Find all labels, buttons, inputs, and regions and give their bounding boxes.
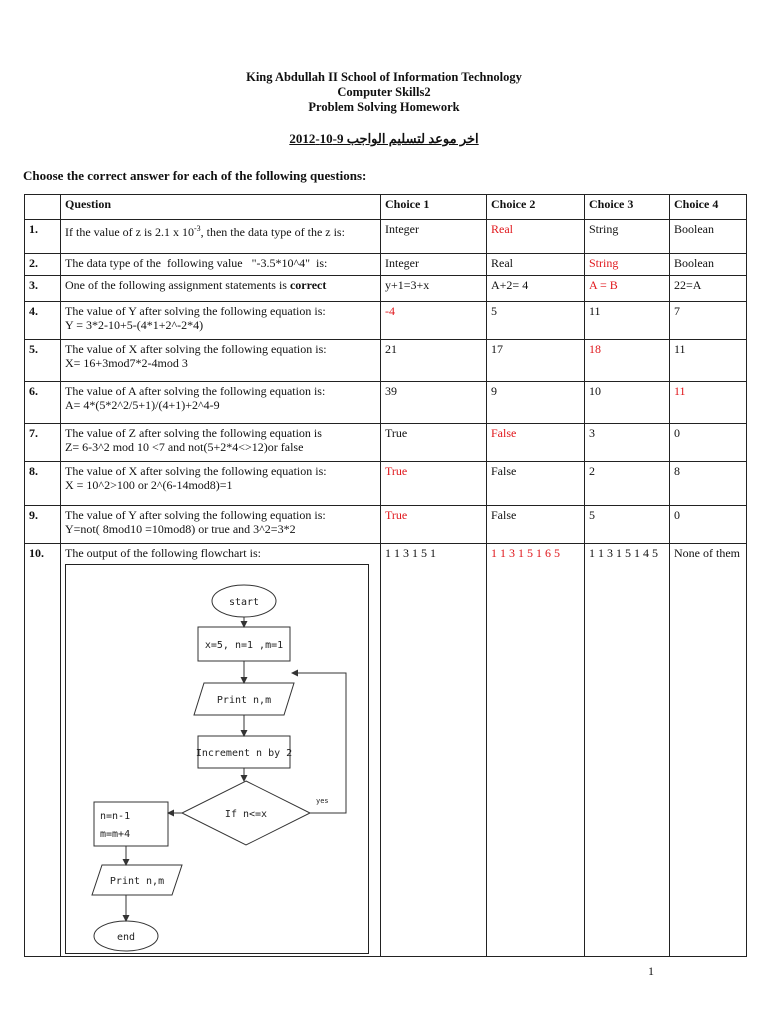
- question-number: 9.: [25, 506, 61, 544]
- question-number: 10.: [25, 544, 61, 957]
- question-text: The value of Z after solving the following equation is Z= 6-3^2 mod 10 <7 and not(5+2*4<>12)or false: [61, 424, 381, 462]
- choice-1: Integer: [381, 254, 487, 276]
- choice-4: Boolean: [670, 220, 747, 254]
- choice-1: 21: [381, 340, 487, 382]
- print-label-2: Print n,m: [109, 876, 165, 887]
- header-choice-1: Choice 1: [381, 195, 487, 220]
- flowchart: [65, 564, 369, 954]
- choice-2: Real: [487, 254, 585, 276]
- school-name: King Abdullah II School of Information Technology: [246, 70, 522, 84]
- table-header-row: [25, 195, 747, 220]
- question-text: The data type of the following value "-3.5*10^4" is:: [61, 254, 381, 276]
- choice-4: 7: [670, 302, 747, 340]
- choice-4: 0: [670, 506, 747, 544]
- choice-2: 1 1 3 1 5 1 6 5: [487, 544, 585, 957]
- question-text: The value of Y after solving the following equation is: Y = 3*2-10+5-(4*1+2^-2*4): [61, 302, 381, 340]
- choice-4: None of them: [670, 544, 747, 957]
- question-number: 3.: [25, 276, 61, 302]
- choice-2: Real: [487, 220, 585, 254]
- update-label-1: n=n-1: [100, 811, 131, 822]
- choice-1: y+1=3+x: [381, 276, 487, 302]
- table-row: [25, 340, 747, 382]
- question-number: 7.: [25, 424, 61, 462]
- choice-2: 9: [487, 382, 585, 424]
- course-name: Computer Skills2: [337, 85, 431, 99]
- choice-1: 1 1 3 1 5 1: [381, 544, 487, 957]
- choice-4: 0: [670, 424, 747, 462]
- document-header: [0, 70, 768, 115]
- choice-3: String: [585, 254, 670, 276]
- choice-2: 5: [487, 302, 585, 340]
- choice-1: -4: [381, 302, 487, 340]
- init-label: x=5, n=1 ,m=1: [204, 640, 284, 651]
- question-text: The value of X after solving the following equation is: X = 10^2>100 or 2^(6-14mod8)=1: [61, 462, 381, 506]
- update-label-2: m=m+4: [100, 829, 131, 840]
- table-row: [25, 276, 747, 302]
- header-choice-3: Choice 3: [585, 195, 670, 220]
- question-text: The value of A after solving the following equation is: A= 4*(5*2^2/5+1)/(4+1)+2^4-9: [61, 382, 381, 424]
- questions-table: [24, 194, 747, 957]
- choice-3: 2: [585, 462, 670, 506]
- deadline-note: اخر موعد لتسليم الواجب 9-10-2012: [289, 131, 479, 146]
- question-text: The output of the following flowchart is: start x=5, n=1 ,m=1 Print n,m Increment n by 2 If n<=x yes n=n-1 m=m+4 Print n,m end: [61, 544, 381, 957]
- table-row: [25, 254, 747, 276]
- choice-2: False: [487, 462, 585, 506]
- choice-3: String: [585, 220, 670, 254]
- choice-3: 3: [585, 424, 670, 462]
- question-text: If the value of z is 2.1 x $10^{-3}$, then the data type of the z is:: [61, 220, 381, 254]
- choice-2: A+2= 4: [487, 276, 585, 302]
- table-row: [25, 220, 747, 254]
- choice-3: 5: [585, 506, 670, 544]
- choice-4: Boolean: [670, 254, 747, 276]
- table-row: [25, 544, 747, 957]
- table-row: [25, 506, 747, 544]
- yes-label: yes: [316, 797, 329, 805]
- header-choice-4: Choice 4: [670, 195, 747, 220]
- end-label: end: [116, 932, 136, 943]
- choice-1: True: [381, 462, 487, 506]
- table-row: [25, 462, 747, 506]
- header-question: Question: [61, 195, 381, 220]
- choice-4: 11: [670, 382, 747, 424]
- choice-2: False: [487, 424, 585, 462]
- choice-3: 18: [585, 340, 670, 382]
- choice-4: 22=A: [670, 276, 747, 302]
- choice-4: 8: [670, 462, 747, 506]
- question-number: 1.: [25, 220, 61, 254]
- table-row: [25, 302, 747, 340]
- question-number: 8.: [25, 462, 61, 506]
- choice-4: 11: [670, 340, 747, 382]
- header-choice-2: Choice 2: [487, 195, 585, 220]
- choice-3: 11: [585, 302, 670, 340]
- choice-1: 39: [381, 382, 487, 424]
- question-text: The value of Y after solving the following equation is: Y=not( 8mod10 =10mod8) or true and 3^2=3*2: [61, 506, 381, 544]
- question-text: One of the following assignment statements is correct: [61, 276, 381, 302]
- increment-label: Increment n by 2: [195, 748, 293, 759]
- table-row: [25, 382, 747, 424]
- choice-1: True: [381, 424, 487, 462]
- instruction: Choose the correct answer for each of the following questions:: [23, 168, 367, 183]
- table-row: [25, 424, 747, 462]
- yes-loop-arrow: [292, 673, 346, 813]
- homework-title: Problem Solving Homework: [308, 100, 460, 114]
- question-number: 6.: [25, 382, 61, 424]
- question-number: 2.: [25, 254, 61, 276]
- choice-1: Integer: [381, 220, 487, 254]
- decision-label: If n<=x: [224, 809, 268, 820]
- print-label-1: Print n,m: [216, 695, 272, 706]
- choice-2: False: [487, 506, 585, 544]
- choice-1: True: [381, 506, 487, 544]
- page-number: 1: [648, 964, 654, 978]
- start-label: start: [228, 597, 260, 608]
- choice-3: 10: [585, 382, 670, 424]
- choice-3: 1 1 3 1 5 1 4 5: [585, 544, 670, 957]
- question-number: 5.: [25, 340, 61, 382]
- choice-2: 17: [487, 340, 585, 382]
- choice-3: A = B: [585, 276, 670, 302]
- question-text: The value of X after solving the following equation is: X= 16+3mod7*2-4mod 3: [61, 340, 381, 382]
- question-number: 4.: [25, 302, 61, 340]
